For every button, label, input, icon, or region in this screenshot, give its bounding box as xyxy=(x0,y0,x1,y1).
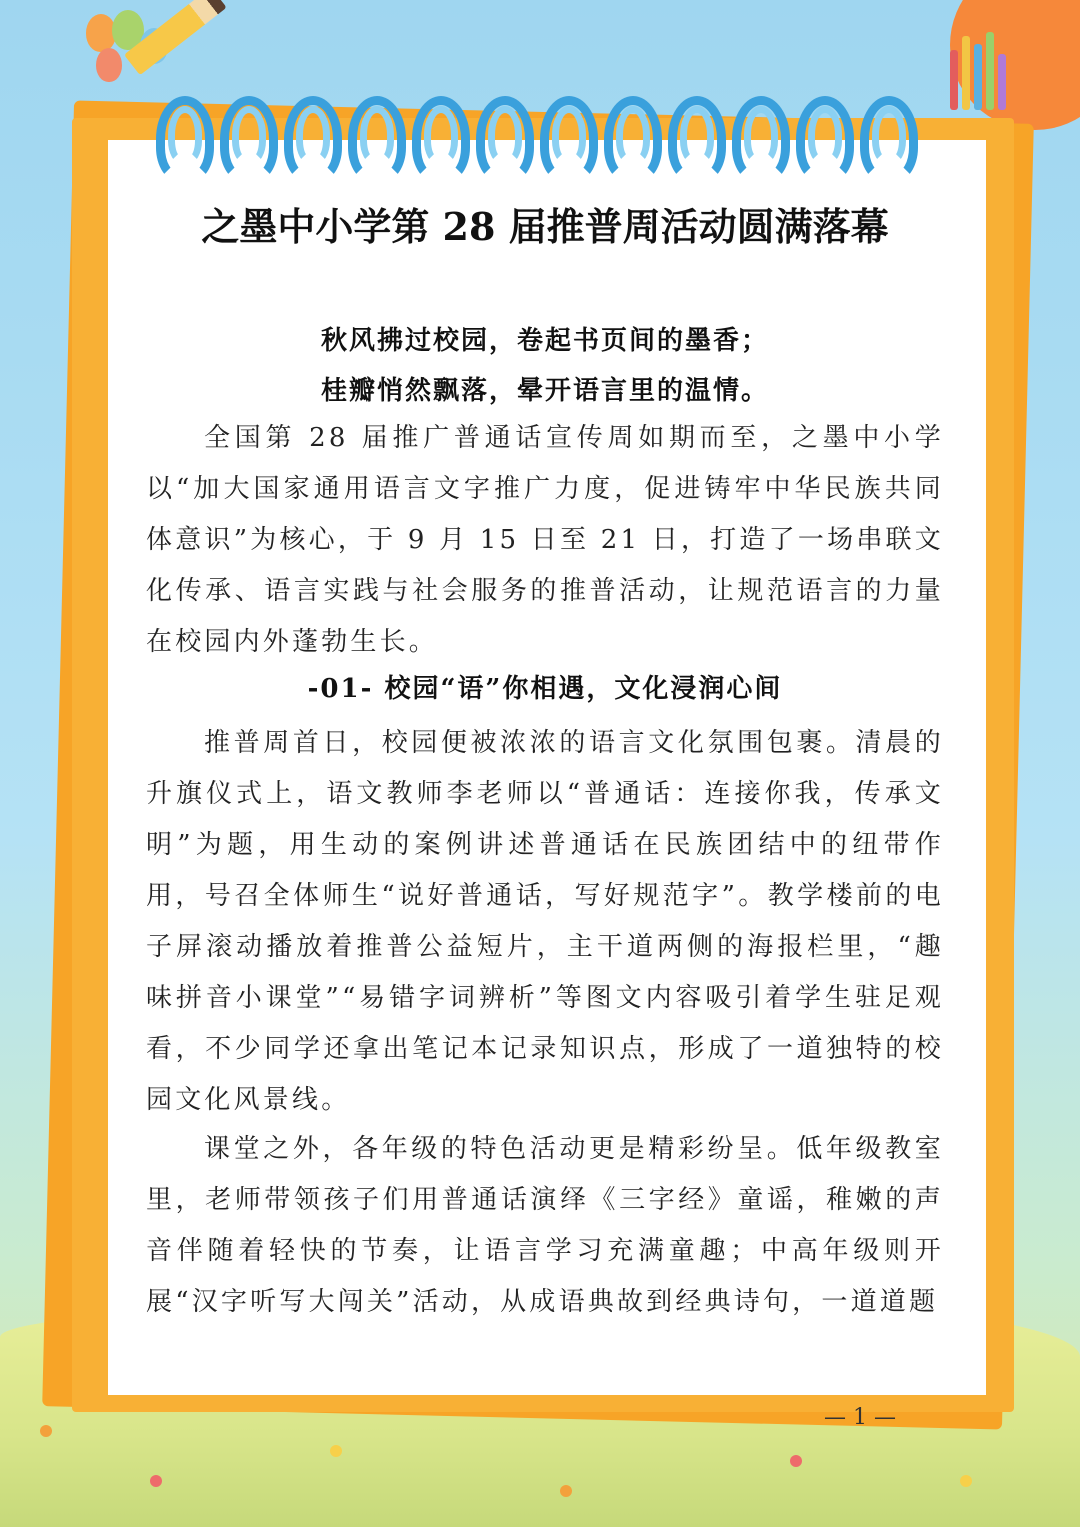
balloon-icon xyxy=(96,48,122,82)
intro-line-2: 桂瓣悄然飘落，晕开语言里的温情。 xyxy=(320,376,769,406)
paragraph-campus: 推普周首日，校园便被浓浓的语言文化氛围包裹。清晨的升旗仪式上，语文教师李老师以“普通话：连接你我，传承文明”为题，用生动的案例讲述普通话在民族团结中的纽带作用，号召全体师生“说好普通话，写好规范字”。教学楼前的电子屏滚动播放着推普公益短片，主干道两侧的海报栏里，“趣味拼音小课堂”“易错字词辨析”等图文内容吸引着学生驻足观看，不少同学还拿出笔记本记录知识点，形成了一道独特的校园文化风景线。 xyxy=(146,728,944,1115)
document-title: 之墨中小学第 28 届推普周活动圆满落幕 xyxy=(201,204,889,249)
section-heading-01: -01- 校园“语”你相遇，文化浸润心间 xyxy=(307,674,783,704)
pencil-cup-illustration xyxy=(950,30,1010,110)
flower-icon xyxy=(330,1445,342,1457)
paragraph-intro: 全国第 28 届推广普通话宣传周如期而至，之墨中小学以“加大国家通用语言文字推广力度，促进铸牢中华民族共同体意识”为核心，于 9 月 15 日至 21 日，打造了一场串联文化传承、语言实践与社会服务的推普活动，让规范语言的力量在校园内外蓬勃生长。 xyxy=(146,423,944,657)
page-number: — 1 — xyxy=(824,1405,896,1430)
flower-icon xyxy=(960,1475,972,1487)
flower-icon xyxy=(790,1455,802,1467)
spiral-binding xyxy=(156,96,916,196)
flower-icon xyxy=(560,1485,572,1497)
flower-icon xyxy=(40,1425,52,1437)
flower-icon xyxy=(150,1475,162,1487)
intro-line-1: 秋风拂过校园，卷起书页间的墨香； xyxy=(320,326,769,356)
paragraph-activities: 课堂之外，各年级的特色活动更是精彩纷呈。低年级教室里，老师带领孩子们用普通话演绎《三字经》童谣，稚嫩的声音伴随着轻快的节奏，让语言学习充满童趣；中高年级则开展“汉字听写大闯关”活动，从成语典故到经典诗句，一道道题 xyxy=(146,1134,944,1317)
